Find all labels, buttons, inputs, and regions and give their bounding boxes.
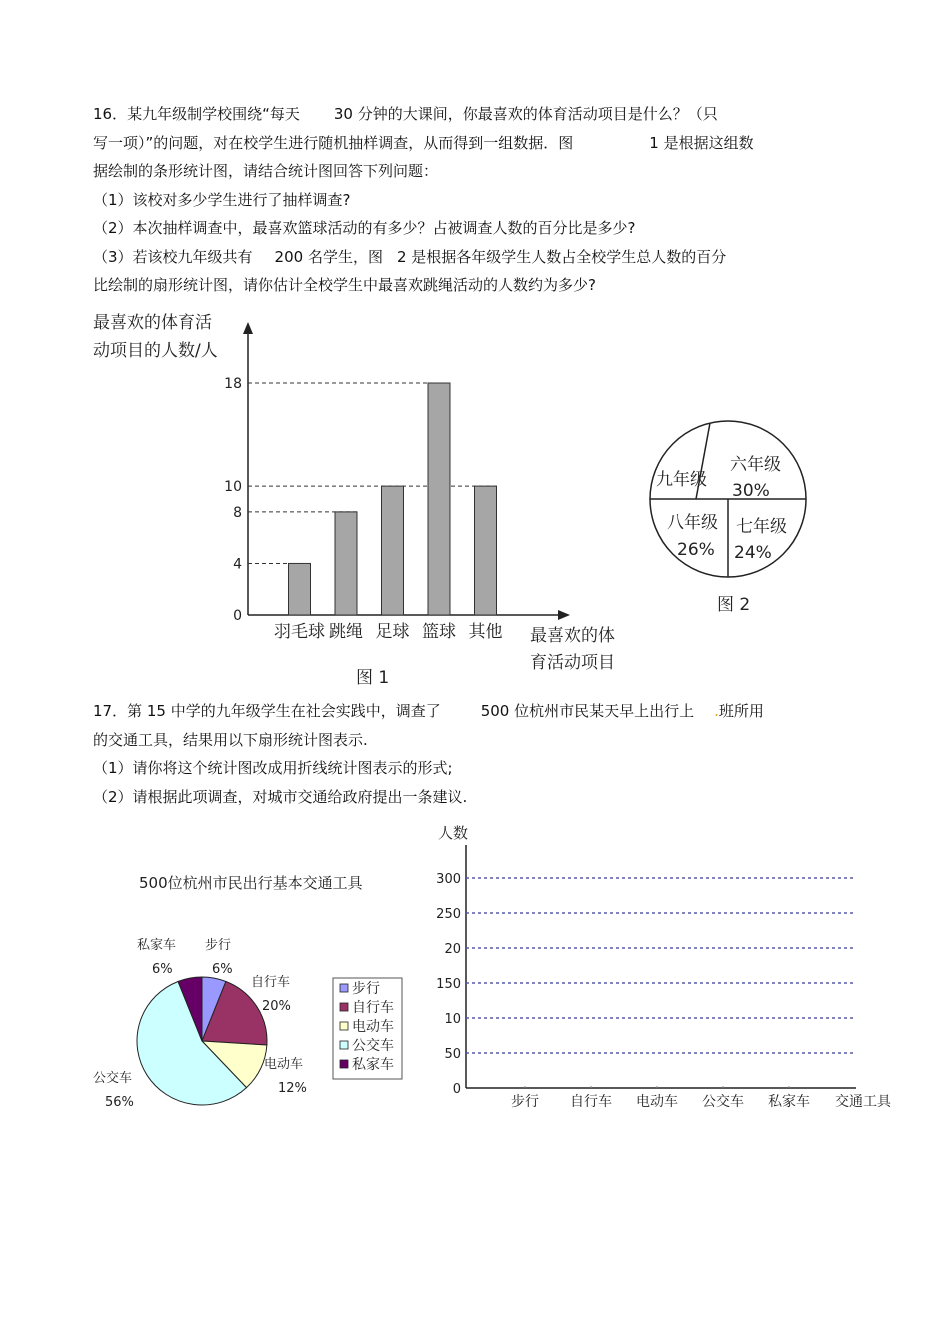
legend-label-步行: 步行 (352, 981, 380, 997)
transport-label-bus: 公交车 (93, 1071, 133, 1086)
bar-tick-0: 0 (233, 608, 242, 624)
bar-ylabel-line2: 动项目的人数/人 (93, 341, 218, 361)
grade-pie-label-8: 八年级 (667, 513, 718, 533)
bar-bars (289, 383, 497, 615)
q16-sub1: （1）该校对多少学生进行了抽样调查? (93, 190, 351, 209)
bar-xlabel-line1: 最喜欢的体 (530, 626, 615, 646)
bar-gridlines (248, 383, 497, 563)
bar-chart-figure-1 (93, 313, 615, 688)
bar-category-篮球: 篮球 (422, 622, 456, 642)
transport-label-bike: 自行车 (251, 975, 291, 990)
bar-其他 (475, 486, 497, 615)
line-tick-6: 300 (436, 872, 461, 887)
grade-pie-pct-8: 26% (677, 540, 715, 560)
line-tick-4: 20 (444, 942, 461, 957)
bar-category-羽毛球: 羽毛球 (274, 622, 325, 642)
grade-pie-pct-6: 30% (732, 481, 770, 501)
bar-category-跳绳: 跳绳 (329, 622, 363, 642)
bar-tick-8: 8 (233, 504, 242, 521)
line-gridlines (466, 878, 853, 1053)
bar-xlabel-line2: 育活动项目 (530, 653, 615, 673)
legend-label-公交车: 公交车 (352, 1038, 394, 1054)
q17-sub1: （1）请你将这个统计图改成用折线统计图表示的形式; (93, 759, 453, 777)
line-tick-3: 150 (436, 977, 461, 992)
bar-caption: 图 1 (356, 668, 390, 688)
bar-tick-4: 4 (233, 556, 242, 573)
transport-pct-car: 6% (152, 962, 173, 977)
q16-sub3d: 比绘制的扇形统计图，请你估计全校学生中最喜欢跳绳活动的人数约为多少? (93, 276, 596, 294)
line-xlabel: 交通工具 (835, 1094, 891, 1110)
grade-pie-label-7: 七年级 (736, 517, 787, 537)
legend-label-自行车: 自行车 (352, 1000, 394, 1016)
bar-tick-10: 10 (224, 479, 242, 496)
bar-跳绳 (335, 512, 357, 615)
q16-sub2: （2）本次抽样调查中，最喜欢篮球活动的有多少？占被调查人数的百分比是多少? (93, 219, 636, 237)
line-tick-2: 10 (444, 1012, 461, 1027)
line-category-labels (511, 1086, 810, 1110)
blank-line-chart (436, 824, 892, 1110)
transport-pct-walk: 6% (212, 962, 233, 977)
grade-pie-pct-7: 24% (734, 543, 772, 563)
bar-tick-18: 18 (224, 376, 242, 392)
transport-pie-chart (93, 874, 402, 1110)
q16-line2a: 写一项）”的问题，对在校学生进行随机抽样调查，从而得到一组数据．图 (93, 133, 574, 152)
transport-label-ebike: 电动车 (264, 1057, 304, 1072)
grade-pie-caption: 图 2 (717, 595, 751, 615)
q16-sub3a: （3）若该校九年级共有 (93, 247, 253, 266)
bar-x-arrow (558, 610, 570, 620)
bar-tick-labels (224, 376, 242, 624)
q17-line1c: . (714, 702, 719, 720)
transport-pie-slices (137, 977, 267, 1105)
grade-pie-label-6: 六年级 (730, 455, 781, 475)
bar-羽毛球 (289, 563, 311, 615)
bar-篮球 (428, 383, 450, 615)
line-tick-labels (436, 872, 461, 1097)
q17-line2: 的交通工具，结果用以下扇形统计图表示. (93, 730, 368, 749)
transport-label-car: 私家车 (137, 938, 177, 953)
bar-category-足球: 足球 (375, 622, 410, 642)
transport-label-walk: 步行 (205, 938, 232, 953)
line-tick-0: 0 (452, 1082, 461, 1097)
grade-pie-label-9: 九年级 (656, 470, 707, 490)
line-category-私家车: 私家车 (768, 1094, 810, 1110)
q16-line3: 据绘制的条形统计图，请结合统计图回答下列问题： (93, 162, 439, 180)
legend-swatch-私家车 (340, 1060, 348, 1068)
line-ylabel: 人数 (438, 824, 469, 842)
q16-line1a: 16．某九年级制学校围绕“每天 (93, 105, 300, 123)
q16-sub3b: 200 名学生，图 (274, 247, 383, 266)
legend-swatch-自行车 (340, 1003, 348, 1011)
legend-swatch-步行 (340, 984, 348, 992)
q17-line1d: 班所用 (718, 702, 764, 720)
q16-sub3c: 2 是根据各年级学生人数占全校学生总人数的百分 (396, 247, 727, 266)
q17-sub2: （2）请根据此项调查，对城市交通给政府提出一条建议. (93, 787, 468, 806)
line-category-电动车: 电动车 (636, 1094, 678, 1110)
legend-label-电动车: 电动车 (352, 1019, 394, 1035)
transport-pct-bus: 56% (105, 1095, 134, 1110)
line-tick-1: 50 (444, 1047, 461, 1062)
transport-pie-title: 500位杭州市民出行基本交通工具 (139, 874, 363, 892)
legend-swatch-电动车 (340, 1022, 348, 1030)
line-category-自行车: 自行车 (570, 1094, 612, 1110)
line-category-公交车: 公交车 (702, 1094, 744, 1110)
line-category-步行: 步行 (511, 1094, 539, 1110)
legend-label-私家车: 私家车 (352, 1057, 394, 1073)
q16-line2b: 1 是根据这组数 (649, 133, 754, 152)
bar-category-其他: 其他 (468, 622, 503, 642)
legend-swatch-公交车 (340, 1041, 348, 1049)
pie-chart-figure-2 (650, 421, 806, 615)
bar-足球 (382, 486, 404, 615)
bar-y-arrow (243, 322, 253, 334)
transport-pct-bike: 20% (262, 999, 291, 1014)
line-tick-5: 250 (436, 907, 461, 922)
q17-line1b: 500 位杭州市民某天早上出行上 (480, 702, 695, 720)
transport-pct-ebike: 12% (278, 1081, 307, 1096)
bar-category-labels (274, 621, 503, 642)
q17-line1a: 17．第 15 中学的九年级学生在社会实践中，调查了 (93, 702, 441, 720)
bar-ylabel-line1: 最喜欢的体育活 (93, 313, 212, 333)
q16-line1b: 30 分钟的大课间，你最喜欢的体育活动项目是什么？（只 (333, 105, 718, 123)
